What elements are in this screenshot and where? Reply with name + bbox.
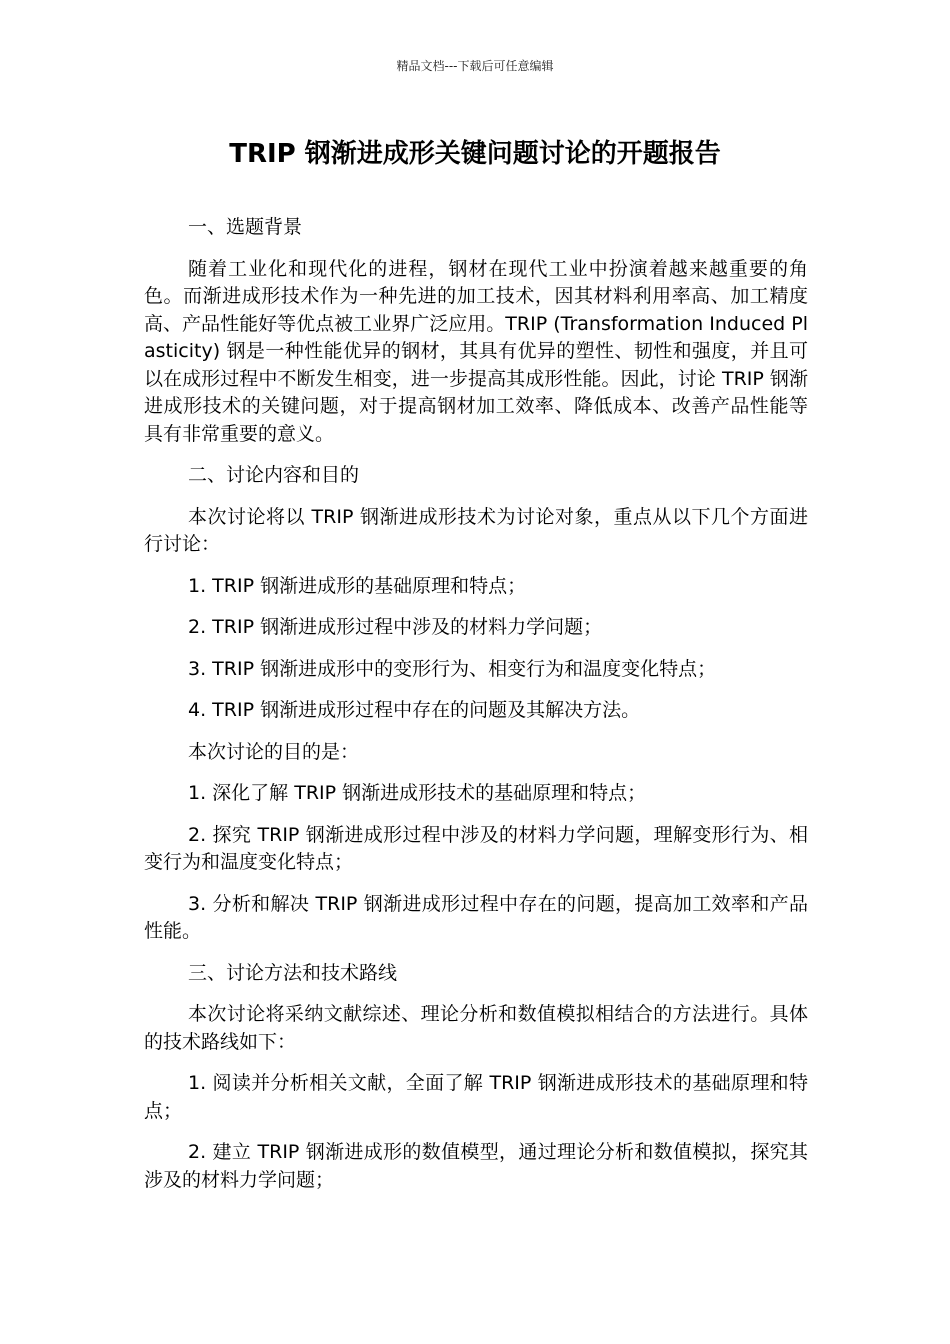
paragraph-purpose-intro: 本次讨论的目的是： [188,740,360,763]
list-item-purpose-1: 1. 深化了解 TRIP 钢渐进成形技术的基础原理和特点； [188,782,647,804]
list-item-content-3: 3. TRIP 钢渐进成形中的变形行为、相变行为和温度变化特点； [188,657,717,680]
document-body [144,214,808,1208]
list-item-purpose-2: 2. 探究 TRIP 钢渐进成形过程中涉及的材料力学问题，理解变形行为、相变行为和温度变化特点； [144,823,808,873]
section-heading-content-purpose: 二、讨论内容和目的 [188,464,360,486]
list-item-method-2: 2. 建立 TRIP 钢渐进成形的数值模型，通过理论分析和数值模拟，探究其涉及的材料力学问题； [144,1141,808,1191]
list-item-content-1: 1. TRIP 钢渐进成形的基础原理和特点； [188,574,527,597]
list-item-content-2: 2. TRIP 钢渐进成形过程中涉及的材料力学问题； [188,616,603,638]
paragraph-content-intro: 本次讨论将以 TRIP 钢渐进成形技术为讨论对象，重点从以下几个方面进行讨论： [144,505,808,555]
document-title: TRIP 钢渐进成形关键问题讨论的开题报告 [229,139,721,169]
paragraph-background: 随着工业化和现代化的进程，钢材在现代工业中扮演着越来越重要的角色。而渐进成形技术作为一种先进的加工技术，因其材料利用率高、加工精度高、产品性能好等优点被工业界广泛应用。TRIP (Transformation Induced Plasticity) 钢是一种性能优异的钢材，其具有优异的塑性、韧性和强度，并且可以在成形过程中不断发生相变，进一步提高其成形性能。因此，讨论 TRIP 钢渐进成形技术的关键问题，对于提高钢材加工效率、降低成本、改善产品性能等具有非常重要的意义。 [144,257,808,445]
list-item-content-4: 4. TRIP 钢渐进成形过程中存在的问题及其解决方法。 [188,699,641,721]
paragraph-method-intro: 本次讨论将采纳文献综述、理论分析和数值模拟相结合的方法进行。具体的技术路线如下： [144,1003,808,1053]
section-heading-method: 三、讨论方法和技术路线 [188,961,398,984]
header-note: 精品文档---下载后可任意编辑 [396,59,554,73]
list-item-method-1: 1. 阅读并分析相关文献，全面了解 TRIP 钢渐进成形技术的基础原理和特点； [144,1072,808,1122]
list-item-purpose-3: 3. 分析和解决 TRIP 钢渐进成形过程中存在的问题，提高加工效率和产品性能。 [144,892,808,942]
section-heading-background: 一、选题背景 [188,216,303,238]
